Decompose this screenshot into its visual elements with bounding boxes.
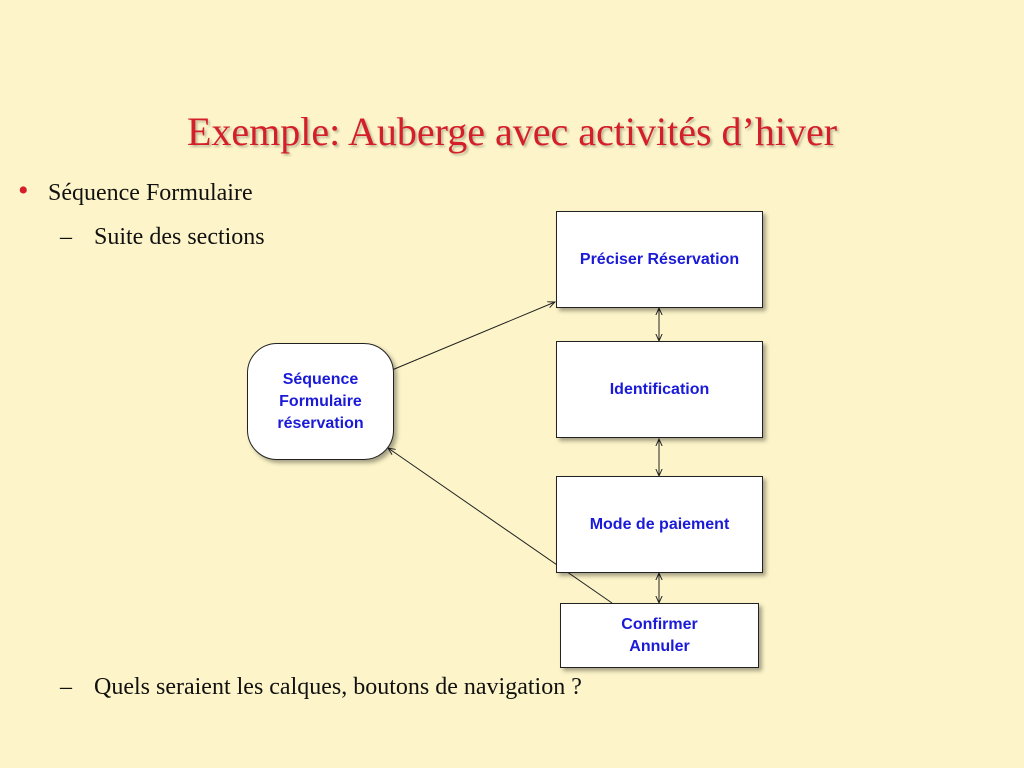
slide-title: Exemple: Auberge avec activités d’hiver bbox=[186, 109, 838, 154]
node-mode-paiement bbox=[556, 476, 763, 573]
node-label: Mode de paiement bbox=[589, 515, 730, 533]
node-label: Préciser Réservation bbox=[579, 250, 740, 268]
node-line: réservation bbox=[277, 414, 364, 432]
node-identification bbox=[556, 341, 763, 438]
dash-icon: – bbox=[60, 224, 72, 250]
node-line: Séquence bbox=[282, 370, 359, 388]
node-line: Confirmer bbox=[621, 615, 698, 633]
bullet-text: Séquence Formulaire bbox=[48, 180, 253, 206]
dash-icon: – bbox=[60, 674, 72, 700]
node-line: Annuler bbox=[629, 637, 690, 655]
node-label: Identification bbox=[609, 380, 710, 398]
node-preciser-reservation bbox=[556, 211, 763, 308]
arrow-sequence-to-preciser bbox=[392, 302, 555, 370]
bullet-dot-icon: • bbox=[18, 174, 29, 207]
sub-bullet-text: Suite des sections bbox=[94, 224, 265, 250]
sub-bullet-text: Quels seraient les calques, boutons de navigation ? bbox=[94, 674, 582, 700]
node-sequence-formulaire bbox=[247, 343, 394, 460]
node-confirmer-annuler bbox=[560, 603, 759, 668]
node-line: Formulaire bbox=[279, 392, 362, 410]
